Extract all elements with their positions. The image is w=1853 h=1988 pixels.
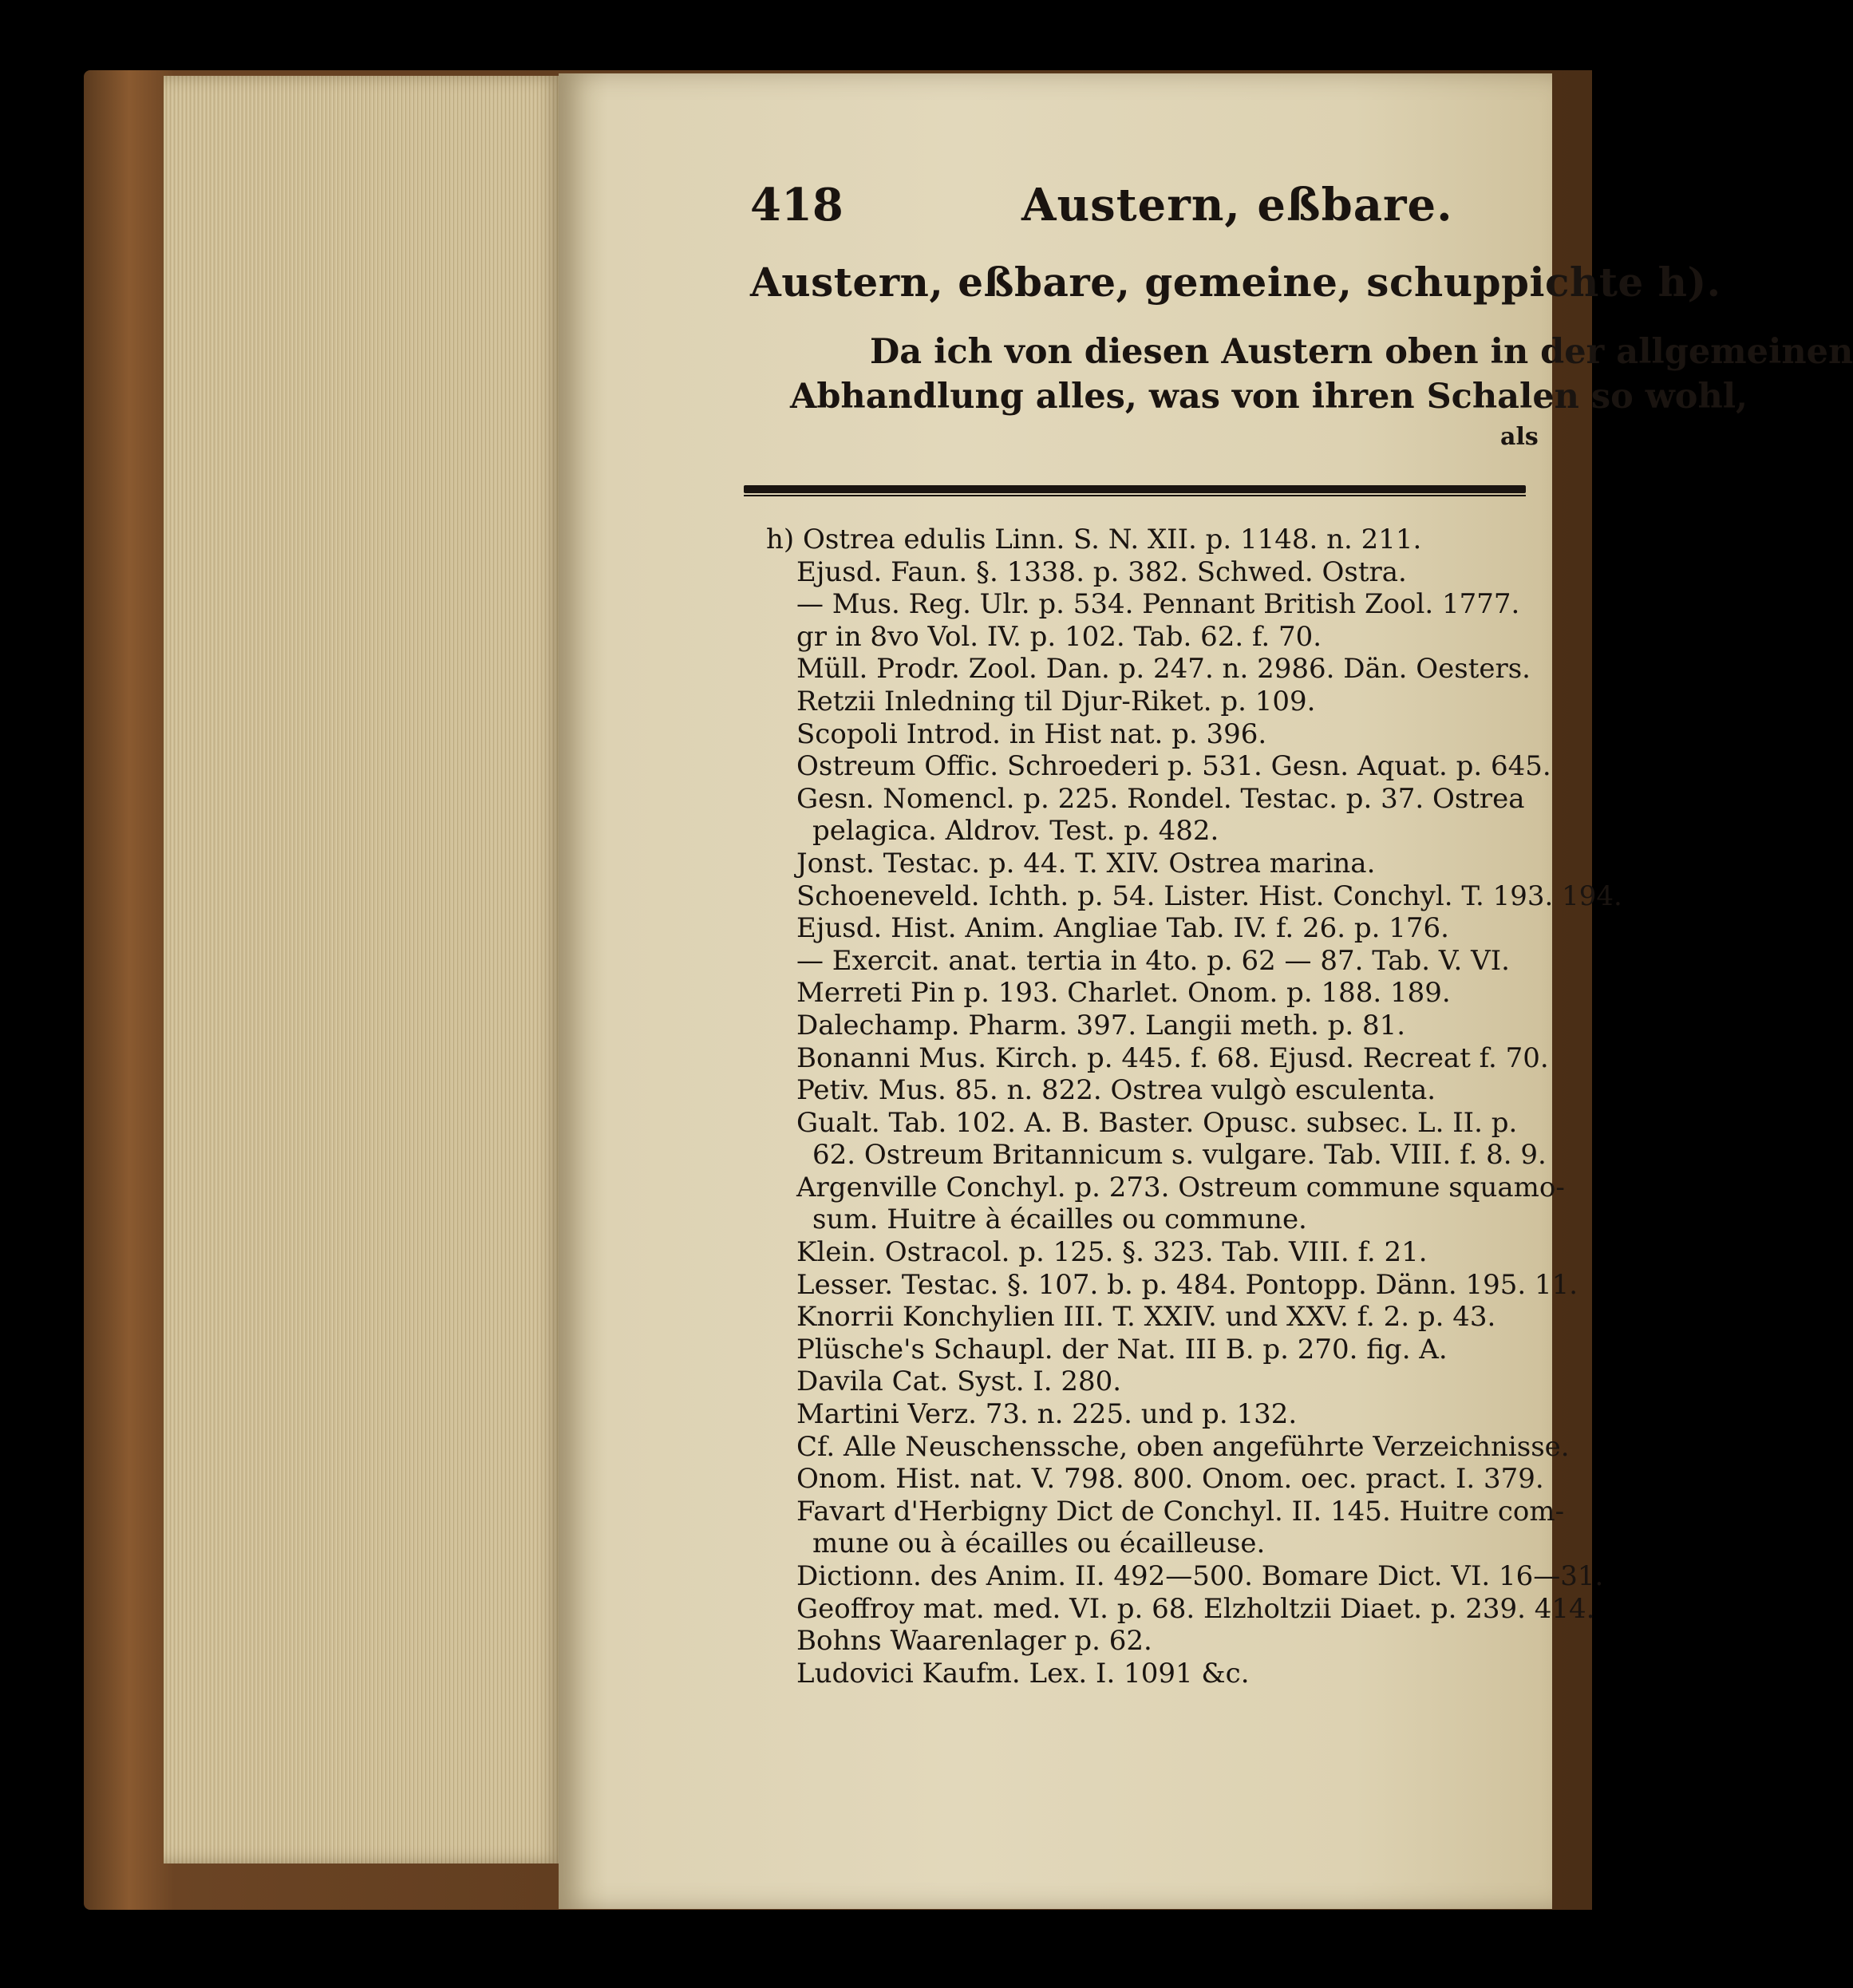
footnote-line: — Mus. Reg. Ulr. p. 534. Pennant British Zool. 1777. [796,588,1520,621]
footnote-line: Martini Verz. 73. n. 225. und p. 132. [796,1398,1298,1431]
footnote-line: Ejusd. Faun. §. 1338. p. 382. Schwed. Ostra. [796,555,1407,588]
footnote-line: Ejusd. Hist. Anim. Angliae Tab. IV. f. 26. p. 176. [796,912,1449,945]
footnote-line: mune ou à écailles ou écailleuse. [812,1528,1266,1560]
page-header [750,176,1532,239]
footnote-line: 62. Ostreum Britannicum s. vulgare. Tab. VIII. f. 8. 9. [812,1139,1547,1172]
running-head: Austern, eßbare. [1021,179,1453,231]
footnote-line: Bonanni Mus. Kirch. p. 445. f. 68. Ejusd. Recreat f. 70. [796,1041,1549,1074]
footnote-line: Plüsche's Schaupl. der Nat. III B. p. 270. fig. A. [796,1333,1448,1366]
footnote-line: gr in 8vo Vol. IV. p. 102. Tab. 62. f. 70. [796,620,1322,653]
page-edges [164,76,563,1864]
footnote-line: Favart d'Herbigny Dict de Conchyl. II. 145. Huitre com- [796,1495,1565,1528]
footnote-line: Gesn. Nomencl. p. 225. Rondel. Testac. p. 37. Ostrea [796,782,1525,815]
footnote-line: Jonst. Testac. p. 44. T. XIV. Ostrea marina. [796,847,1376,879]
page-text-block [750,176,1853,1692]
section-title: Austern, eßbare, gemeine, schuppichte h). [750,259,1721,306]
footnote-line: Schoeneveld. Ichth. p. 54. Lister. Hist. Conchyl. T. 193. 194. [796,879,1622,912]
footnote-line: Argenville Conchyl. p. 273. Ostreum commune squamo- [796,1171,1565,1203]
footnote-line: Ludovici Kaufm. Lex. I. 1091 &c. [796,1657,1250,1690]
footnote-line: Klein. Ostracol. p. 125. §. 323. Tab. VIII. f. 21. [796,1236,1428,1269]
footnote-line: Onom. Hist. nat. V. 798. 800. Onom. oec. pract. I. 379. [796,1463,1544,1496]
intro-line: Da ich von diesen Austern oben in der allgemeinen [870,332,1853,372]
footnote-line: h) Ostrea edulis Linn. S. N. XII. p. 1148. n. 211. [766,524,1422,555]
footnote-line: — Exercit. anat. tertia in 4to. p. 62 — 87. Tab. V. VI. [796,944,1510,977]
footnote-line: Merreti Pin p. 193. Charlet. Onom. p. 188. 189. [796,977,1451,1010]
footnote-line: Müll. Prodr. Zool. Dan. p. 247. n. 2986. Dän. Oesters. [796,653,1531,686]
footnote-line: Dictionn. des Anim. II. 492—500. Bomare Dict. VI. 16—31. [796,1560,1604,1592]
footnote-line: Dalechamp. Pharm. 397. Langii meth. p. 81. [796,1009,1406,1041]
footnote-line: sum. Huitre à écailles ou commune. [812,1203,1307,1236]
footnote-divider-rule [744,485,1526,493]
footnote-line: Bohns Waarenlager p. 62. [796,1625,1152,1658]
footnote-line: Petiv. Mus. 85. n. 822. Ostrea vulgò esculenta. [796,1074,1436,1107]
footnote-line: Davila Cat. Syst. I. 280. [796,1366,1122,1398]
footnote-line: Lesser. Testac. §. 107. b. p. 484. Pontopp. Dänn. 195. 11. [796,1268,1578,1301]
footnote-line: Retzii Inledning til Djur-Riket. p. 109. [796,685,1316,717]
footnote-line: Ostreum Offic. Schroederi p. 531. Gesn. Aquat. p. 645. [796,750,1551,783]
footnote-line: Cf. Alle Neuschenssche, oben angeführte Verzeichnisse. [796,1430,1570,1463]
intro-line: Abhandlung alles, was von ihren Schalen so wohl, [790,377,1748,417]
footnote-line: Scopoli Introd. in Hist nat. p. 396. [796,717,1267,750]
footnote-line: Gualt. Tab. 102. A. B. Baster. Opusc. subsec. L. II. p. [796,1106,1518,1139]
footnote-line: pelagica. Aldrov. Test. p. 482. [812,815,1219,848]
footnote-line: Geoffroy mat. med. VI. p. 68. Elzholtzii Diaet. p. 239. 414. [796,1592,1595,1625]
footnote-list [766,524,1622,1690]
page-number: 418 [750,179,844,231]
footnote-line: Knorrii Konchylien III. T. XXIV. und XXV. f. 2. p. 43. [796,1301,1496,1334]
intro-line: als [1500,423,1539,451]
